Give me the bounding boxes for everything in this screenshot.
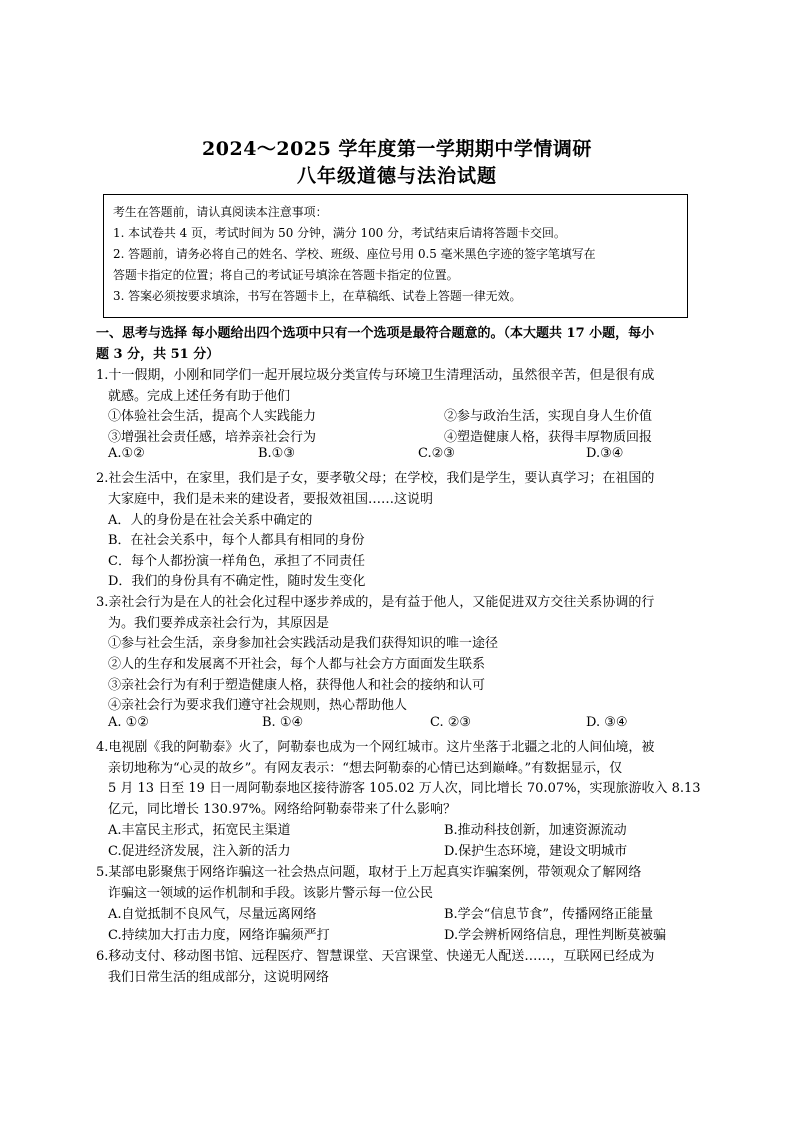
q4-stem-cont-3: 亿元，同比增长 130.97%。网络给阿勒泰带来了什么影响？: [108, 802, 456, 817]
q6-stem: 6.移动支付、移动图书馆、远程医疗、智慧课堂、天宫课堂、快递无人配送……，互联网已经成为: [96, 949, 655, 964]
notice-item-3: 3. 答案必须按要求填涂，书写在答题卡上，在草稿纸、试卷上答题一律无效。: [113, 289, 522, 303]
q3-option-b: B. ①④: [262, 715, 304, 730]
q4-stem: 4.电视剧《我的阿勒泰》火了，阿勒泰也成为一个网红城市。这片坐落于北疆之北的人间仙境，被: [96, 740, 655, 755]
exam-title: 2024～2025 学年度第一学期期中学情调研: [202, 138, 592, 160]
q2-option-c: C．每个人都扮演一样角色，承担了不同责任: [108, 554, 365, 569]
q5-option-a: A.自觉抵制不良风气，尽量远离网络: [108, 907, 317, 922]
q3-option-c: C. ②③: [430, 715, 472, 730]
q5-option-d: D.学会辨析网络信息，理性判断莫被骗: [444, 928, 667, 943]
q6-stem-cont: 我们日常生活的组成部分，这说明网络: [108, 970, 330, 985]
q1-option-a: A.①②: [108, 446, 145, 461]
q5-option-c: C.持续加大打击力度，网络诈骗须严打: [108, 928, 330, 943]
q5-stem-cont: 诈骗这一领域的运作机制和手段。该影片警示每一位公民: [108, 886, 434, 901]
q1-stem: 1.十一假期，小刚和同学们一起开展垃圾分类宣传与环境卫生清理活动，虽然很辛苦，但是很有成: [96, 368, 655, 383]
notice-heading: 考生在答题前，请认真阅读本注意事项：: [113, 205, 328, 219]
q5-stem: 5.某部电影聚焦于网络诈骗这一社会热点问题，取材于上万起真实诈骗案例，带领观众了解网络: [96, 865, 642, 880]
q4-option-d: D.保护生态环境，建设文明城市: [444, 844, 628, 859]
notice-box: [103, 194, 688, 318]
exam-subtitle: 八年级道德与法治试题: [296, 165, 497, 187]
q1-statement-2: ②参与政治生活，实现自身人生价值: [444, 409, 653, 424]
q5-option-b: B.学会“信息节食”，传播网络正能量: [444, 907, 653, 922]
q3-statement-1: ①参与社会生活，亲身参加社会实践活动是我们获得知识的唯一途径: [108, 636, 499, 651]
q1-statement-4: ④塑造健康人格，获得丰厚物质回报: [444, 430, 653, 445]
q3-statement-2: ②人的生存和发展离不开社会，每个人都与社会方方面面发生联系: [108, 657, 486, 672]
q4-option-c: C.促进经济发展，注入新的活力: [108, 844, 291, 859]
q3-option-a: A. ①②: [108, 715, 149, 730]
q4-stem-cont-1: 亲切地称为“心灵的故乡”。有网友表示：“想去阿勒泰的心情已达到巅峰。”有数据显示，仅: [108, 761, 623, 776]
q1-option-d: D.③④: [586, 446, 624, 461]
section-heading-cont: 题 3 分，共 51 分）: [96, 347, 220, 362]
q2-option-a: A．人的身份是在社会关系中确定的: [108, 513, 313, 528]
notice-item-2: 2. 答题前，请务必将自己的姓名、学校、班级、座位号用 0.5 毫米黑色字迹的签字笔填写在: [113, 247, 596, 261]
q2-option-d: D．我们的身份具有不确定性，随时发生变化: [108, 574, 366, 589]
q3-statement-4: ④亲社会行为要求我们遵守社会规则，热心帮助他人: [108, 698, 408, 713]
q2-option-b: B．在社会关系中，每个人都具有相同的身份: [108, 533, 365, 548]
q3-statement-3: ③亲社会行为有利于塑造健康人格，获得他人和社会的接纳和认可: [108, 678, 486, 693]
q4-option-b: B.推动科技创新，加速资源流动: [444, 823, 627, 838]
q2-stem: 2.社会生活中，在家里，我们是子女，要孝敬父母；在学校，我们是学生，要认真学习；在祖国的: [96, 471, 655, 486]
q1-option-b: B.①③: [258, 446, 295, 461]
q3-stem-cont: 为。我们要养成亲社会行为，其原因是: [108, 616, 330, 631]
q4-option-a: A.丰富民主形式，拓宽民主渠道: [108, 823, 291, 838]
notice-item-2-cont: 答题卡指定的位置；将自己的考试证号填涂在答题卡指定的位置。: [113, 268, 459, 282]
q1-statement-3: ③增强社会责任感，培养亲社会行为: [108, 430, 317, 445]
section-heading: 一、思考与选择 每小题给出四个选项中只有一个选项是最符合题意的。（本大题共 17 小题，每小: [96, 326, 655, 341]
q3-stem: 3.亲社会行为是在人的社会化过程中逐步养成的，是有益于他人，又能促进双方交往关系协调的行: [96, 595, 655, 610]
q4-stem-cont-2: 5 月 13 日至 19 日一周阿勒泰地区接待游客 105.02 万人次，同比增长 70.07%，实现旅游收入 8.13: [108, 781, 701, 796]
q3-option-d: D. ③④: [586, 715, 628, 730]
notice-item-1: 1. 本试卷共 4 页，考试时间为 50 分钟，满分 100 分，考试结束后请将答题卡交回。: [113, 226, 566, 240]
q1-stem-cont: 就感。完成上述任务有助于他们: [108, 389, 291, 404]
q2-stem-cont: 大家庭中，我们是未来的建设者，要报效祖国……这说明: [108, 492, 434, 507]
q1-option-c: C.②③: [418, 446, 455, 461]
q1-statement-1: ①体验社会生活，提高个人实践能力: [108, 409, 317, 424]
